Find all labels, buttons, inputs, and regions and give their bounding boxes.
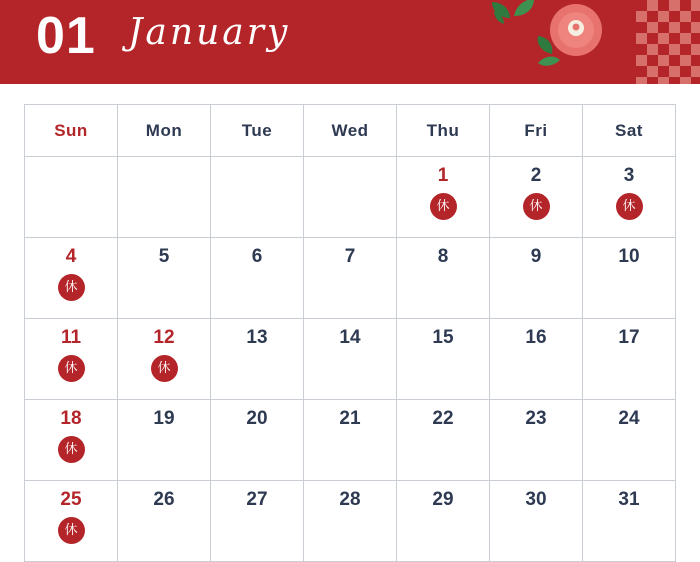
calendar-empty-cell <box>25 157 118 238</box>
calendar-day-cell[interactable] <box>118 400 211 481</box>
calendar-weeks <box>25 157 676 562</box>
day-number: 12 <box>153 327 175 348</box>
calendar-day-cell[interactable] <box>490 400 583 481</box>
weekday-header-fri: Fri <box>490 105 583 157</box>
weekday-header-wed: Wed <box>304 105 397 157</box>
calendar-day-cell[interactable] <box>304 481 397 562</box>
day-number: 9 <box>530 246 542 267</box>
calendar-day-cell[interactable] <box>211 319 304 400</box>
day-number: 28 <box>339 489 361 510</box>
day-number: 25 <box>60 489 82 510</box>
holiday-badge: 休 <box>430 193 457 220</box>
calendar-day-cell[interactable] <box>25 238 118 319</box>
day-number: 2 <box>530 165 542 186</box>
holiday-badge: 休 <box>58 517 85 544</box>
month-name: January <box>128 12 291 53</box>
calendar-day-cell[interactable] <box>304 400 397 481</box>
calendar-empty-cell <box>304 157 397 238</box>
calendar-week-row <box>25 400 676 481</box>
day-number: 13 <box>246 327 268 348</box>
calendar-day-cell[interactable] <box>304 319 397 400</box>
calendar-day-cell[interactable] <box>118 319 211 400</box>
day-number: 21 <box>339 408 361 429</box>
day-number: 14 <box>339 327 361 348</box>
calendar-day-cell[interactable] <box>583 238 676 319</box>
calendar-day-cell[interactable] <box>397 400 490 481</box>
checker-pattern-decoration <box>636 0 700 84</box>
calendar-day-cell[interactable] <box>397 319 490 400</box>
holiday-badge: 休 <box>58 355 85 382</box>
calendar-day-cell[interactable] <box>490 319 583 400</box>
day-number: 29 <box>432 489 454 510</box>
day-number: 17 <box>618 327 640 348</box>
day-number: 1 <box>437 165 449 186</box>
day-number: 20 <box>246 408 268 429</box>
day-number: 11 <box>60 327 82 348</box>
calendar-grid <box>24 104 676 562</box>
calendar-day-cell[interactable] <box>118 238 211 319</box>
weekday-header-thu: Thu <box>397 105 490 157</box>
calendar-day-cell[interactable] <box>25 319 118 400</box>
day-number: 8 <box>437 246 449 267</box>
day-number: 27 <box>246 489 268 510</box>
day-number: 18 <box>60 408 82 429</box>
calendar-day-cell[interactable] <box>397 481 490 562</box>
camellia-flower-icon <box>530 0 614 80</box>
month-number: 01 <box>36 7 96 65</box>
calendar-day-cell[interactable] <box>490 238 583 319</box>
weekday-header-sun: Sun <box>25 105 118 157</box>
day-number: 15 <box>432 327 454 348</box>
day-number: 24 <box>618 408 640 429</box>
calendar-empty-cell <box>118 157 211 238</box>
calendar-day-cell[interactable] <box>583 481 676 562</box>
holiday-badge: 休 <box>151 355 178 382</box>
calendar-week-row <box>25 481 676 562</box>
holiday-badge: 休 <box>58 274 85 301</box>
day-number: 3 <box>623 165 635 186</box>
day-number: 4 <box>65 246 77 267</box>
day-number: 26 <box>153 489 175 510</box>
day-number: 19 <box>153 408 175 429</box>
calendar-header-banner <box>0 0 700 84</box>
weekday-header-row <box>25 105 676 157</box>
day-number: 10 <box>618 246 640 267</box>
calendar-day-cell[interactable] <box>583 400 676 481</box>
day-number: 30 <box>525 489 547 510</box>
weekday-header-tue: Tue <box>211 105 304 157</box>
day-number: 7 <box>344 246 356 267</box>
calendar-week-row <box>25 157 676 238</box>
day-number: 23 <box>525 408 547 429</box>
day-number: 6 <box>251 246 263 267</box>
holiday-badge: 休 <box>616 193 643 220</box>
calendar-empty-cell <box>211 157 304 238</box>
calendar-day-cell[interactable] <box>583 157 676 238</box>
calendar-day-cell[interactable] <box>583 319 676 400</box>
holiday-badge: 休 <box>58 436 85 463</box>
holiday-badge: 休 <box>523 193 550 220</box>
calendar-day-cell[interactable] <box>211 238 304 319</box>
weekday-header-mon: Mon <box>118 105 211 157</box>
calendar-day-cell[interactable] <box>118 481 211 562</box>
calendar-day-cell[interactable] <box>397 238 490 319</box>
calendar-day-cell[interactable] <box>490 157 583 238</box>
calendar-day-cell[interactable] <box>25 400 118 481</box>
calendar-day-cell[interactable] <box>211 481 304 562</box>
day-number: 16 <box>525 327 547 348</box>
calendar-day-cell[interactable] <box>25 481 118 562</box>
calendar-day-cell[interactable] <box>490 481 583 562</box>
calendar-week-row <box>25 319 676 400</box>
weekday-header-sat: Sat <box>583 105 676 157</box>
calendar-week-row <box>25 238 676 319</box>
calendar-day-cell[interactable] <box>211 400 304 481</box>
calendar-day-cell[interactable] <box>397 157 490 238</box>
day-number: 22 <box>432 408 454 429</box>
day-number: 31 <box>618 489 640 510</box>
calendar-day-cell[interactable] <box>304 238 397 319</box>
day-number: 5 <box>158 246 170 267</box>
